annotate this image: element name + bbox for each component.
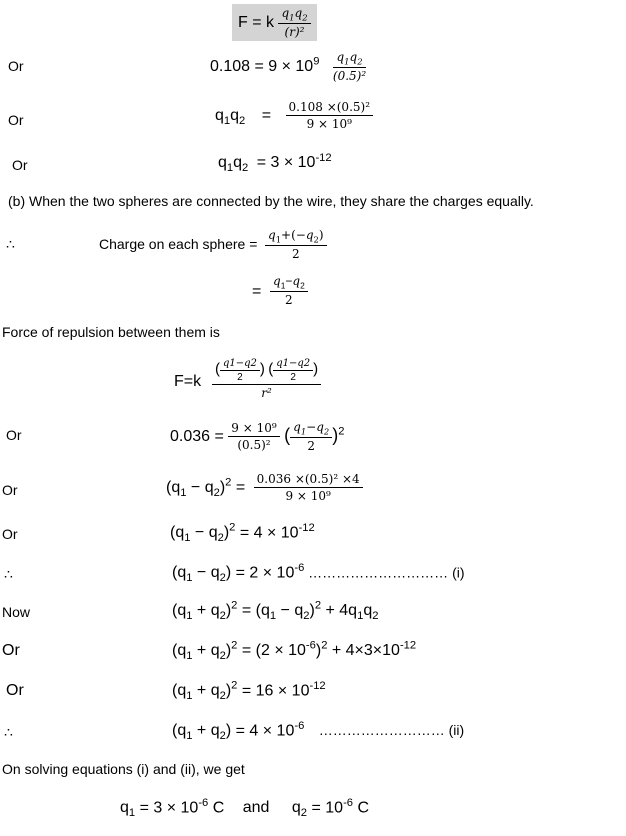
coulomb-law-formula: F = k $\frac{q_1q_2}{\text{(r)²}}$ (232, 4, 317, 41)
charge-fraction-2: $\frac{q_1-q_2}{2}$ (270, 274, 308, 307)
equation-line-3: $q_1q_2$ = $\frac{\text{0.108 ×(0.5)²}}{\text{9 × 10⁹}}$ (215, 100, 373, 131)
therefore-symbol-1: ∴ (6, 236, 15, 252)
solving-statement: On solving equations (i) and (ii), we get (2, 761, 245, 777)
or-label-2: Or (8, 112, 24, 128)
charge-on-each-sphere-label: Charge on each sphere = (99, 236, 258, 252)
equation-line-11: $(q_1 - q_2)^2$ = $\frac{\text{0.036 ×(0.5)² ×4}}{\text{9 × 10⁹}}$ (166, 472, 363, 503)
equation-line-15: $(q_1 + q_2)^2 = (2 \times 10^{-6})^2 + 4\times 3\times 10^{-12}$ (172, 640, 417, 663)
or-label-8: Or (6, 682, 24, 699)
or-label-7: Or (2, 642, 20, 659)
now-label: Now (2, 604, 31, 620)
therefore-symbol-3: ∴ (4, 724, 13, 740)
equation-line-17: $(q_1 + q_2) = 4 \times 10^{-6}$ ……………………… (ii) (172, 720, 465, 743)
equation-line-4: $q_1q_2 = 3 \times 10^{-12}$ (218, 152, 332, 175)
force-formula-fraction: ( $\frac{q1-q2}{2}$ ) ( $\frac{q1-q2}{2}$ ) r² (212, 358, 321, 400)
coulomb-fraction: $\frac{q_1q_2}{\text{(r)²}}$ (278, 6, 310, 39)
equation-line-2: $0.108 = 9 \times 10^9$ $\frac{q_1q_2}{\text{(0.5)²}}$ (210, 50, 367, 84)
force-repulsion-statement: Force of repulsion between them is (2, 324, 220, 340)
charge-fraction-1: $\frac{q_1+(-q_2)}{2}$ (265, 228, 327, 261)
equation-line-12: $(q_1 - q_2)^2 = 4 \times 10^{-12}$ (170, 522, 315, 545)
part-b-statement: (b) When the two spheres are connected by the wire, they share the charges equally. (8, 193, 534, 209)
final-answer: $q_1 = 3 \times 10^{-6}$ C and $q_2 = 10^{-6}$ C (120, 797, 370, 820)
or-label-3: Or (12, 157, 28, 173)
equation-line-13: $(q_1 - q_2) = 2 \times 10^{-6}$ ………………………… (i) (172, 562, 465, 585)
or-label-6: Or (2, 526, 18, 542)
equation-line-14: $(q_1 + q_2)^2 = (q_1 - q_2)^2 + 4q_1q_2$ (172, 600, 379, 623)
equals-sign-line-7: = (252, 283, 262, 300)
or-label-1: Or (8, 58, 24, 74)
or-label-4: Or (6, 427, 22, 443)
equation-line-10: 0.036 = $\frac{\text{9 × 10⁹}}{\text{(0.5)²}}$ ( $\frac{q_1-q_2}{2}$ )$^2$ (170, 420, 345, 454)
or-label-5: Or (2, 482, 18, 498)
force-formula-label: F=k (174, 373, 202, 390)
therefore-symbol-2: ∴ (4, 566, 13, 582)
equation-line-16: $(q_1 + q_2)^2 = 16 \times 10^{-12}$ (172, 680, 326, 703)
